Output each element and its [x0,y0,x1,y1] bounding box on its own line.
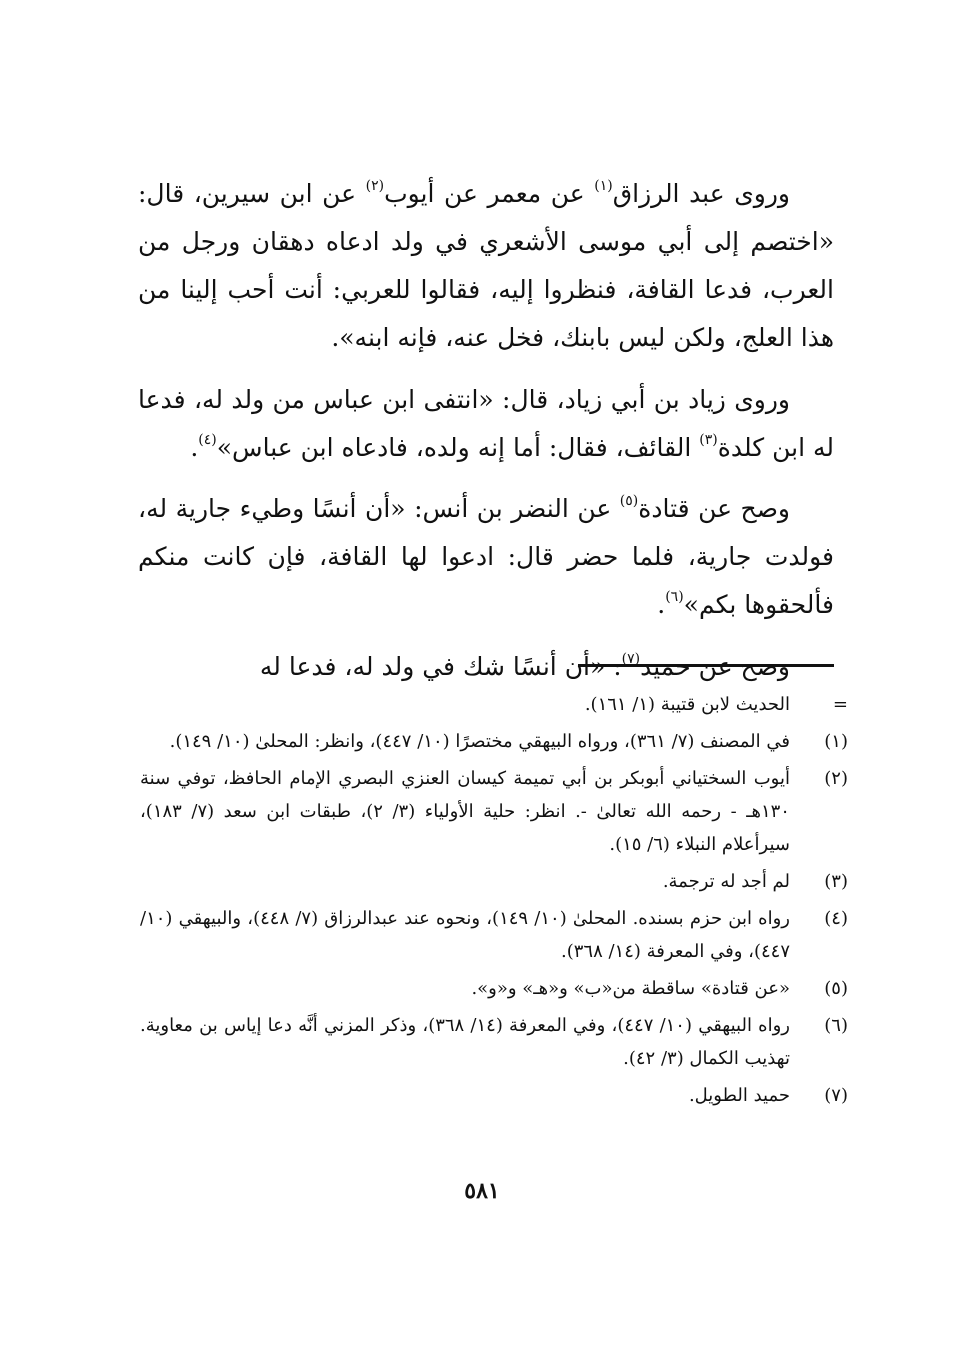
text-run: وصح عن حميد [640,652,790,681]
footnote-separator [578,664,834,667]
text-run: عن ابن سيرين، قال: «اختصم إلى أبي موسى الأشعري في ولد ادعاه دهقان ورجل من العرب، فدعا القافة، فنظروا إليه، فقالوا للعربي: أنت أحب إلينا من هذا العلج، ولكن ليس بابنك، فخل عنه، فإنه ابنه». [138,179,834,352]
footnote-text: رواه ابن حزم بسنده. المحلىٰ (١٠/ ١٤٩)، ونحوه عند عبدالرزاق (٧/ ٤٤٨)، والبيهقي (١٠/ ٤٤٧)، وفي المعرفة (١٤/ ٣٦٨). [140,908,791,962]
main-text [138,170,834,705]
footnote-3 [140,865,848,898]
footnote-text: الحديث لابن قتيبة (١/ ١٦١). [584,694,790,715]
footnote-ref-1[interactable]: (١) [594,178,613,194]
text-run: : «أن أنسًا شك في ولد له، فدعا له [259,652,622,681]
footnote-ref-5[interactable]: (٥) [619,493,639,509]
footnote-5 [140,972,848,1005]
paragraph-2 [138,376,834,472]
paragraph-3 [138,485,834,629]
text-run: القائف، فقال: أما إنه ولده، فادعاه ابن عباس» [216,433,700,462]
text-run: وصح عن قتادة [638,494,790,523]
footnote-text: رواه البيهقي (١٠/ ٤٤٧)، وفي المعرفة (١٤/ ٣٦٨)، وذكر المزني أنَّه دعا إياس بن معاوية. تهذيب الكمال (٣/ ٤٢). [140,1015,790,1069]
footnote-text: في المصنف (٧/ ٣٦١)، ورواه البيهقي مختصرًا (١٠/ ٤٤٧)، وانظر: المحلىٰ (١٠/ ١٤٩). [169,731,790,752]
footnote-number: (٣) [824,871,848,892]
footnote-7 [140,1079,848,1112]
footnote-number: (١) [824,731,848,752]
footnotes [140,688,848,1116]
footnote-number: (٦) [824,1015,848,1036]
footnote-ref-4[interactable]: (٤) [198,432,217,448]
footnote-2 [140,762,848,861]
footnote-number: (٧) [824,1085,848,1106]
footnote-ref-3[interactable]: (٣) [699,432,718,448]
footnote-4 [140,902,848,968]
footnote-text: حميد الطويل. [688,1085,790,1106]
text-run: عن النضر بن أنس: «أن أنسًا وطيء جارية له، فولدت جارية، فلما حضر قال: ادعوا لها القافة، فإن كانت منكم فألحقوها بكم» [138,494,834,619]
footnote-ref-2[interactable]: (٢) [365,178,385,194]
footnote-1 [140,725,848,758]
footnote-number: (٤) [824,908,848,929]
text-run: . [657,590,666,619]
footnote-ref-7[interactable]: (٧) [621,651,641,667]
text-run: . [190,433,199,462]
paragraph-4 [138,643,834,691]
text-run: وروى عبد الرزاق [612,179,790,208]
paragraph-1 [138,170,834,362]
page-number: ٥٨١ [464,1178,500,1204]
footnote-continuation [140,688,848,721]
text-run: عن معمر عن أيوب [384,179,595,208]
footnote-text: أيوب السختياني أبوبكر بن أبي تميمة كيسان العنزي البصري الإمام الحافظ، توفي سنة ١٣٠هـ - رحمه الله تعالىٰ -. انظر: حلية الأولياء (٣/ ٢)، طبقات ابن سعد (٧/ ١٨٣)، سيرأعلام النبلاء (٦/ ١٥). [140,768,790,855]
footnote-number: (٢) [824,768,848,789]
footnote-number: (٥) [824,978,848,999]
text-run: وروى زياد بن أبي زياد، قال: «انتفى ابن عباس من ولد له، فدعا له ابن كلدة [138,385,834,462]
footnote-number: = [832,694,848,715]
footnote-text: «عن قتادة» ساقطة من«ب» و«هـ» و«و». [471,978,790,999]
footnote-6 [140,1009,848,1075]
footnote-ref-6[interactable]: (٦) [665,589,684,605]
footnote-text: لم أجد له ترجمة. [662,871,790,892]
